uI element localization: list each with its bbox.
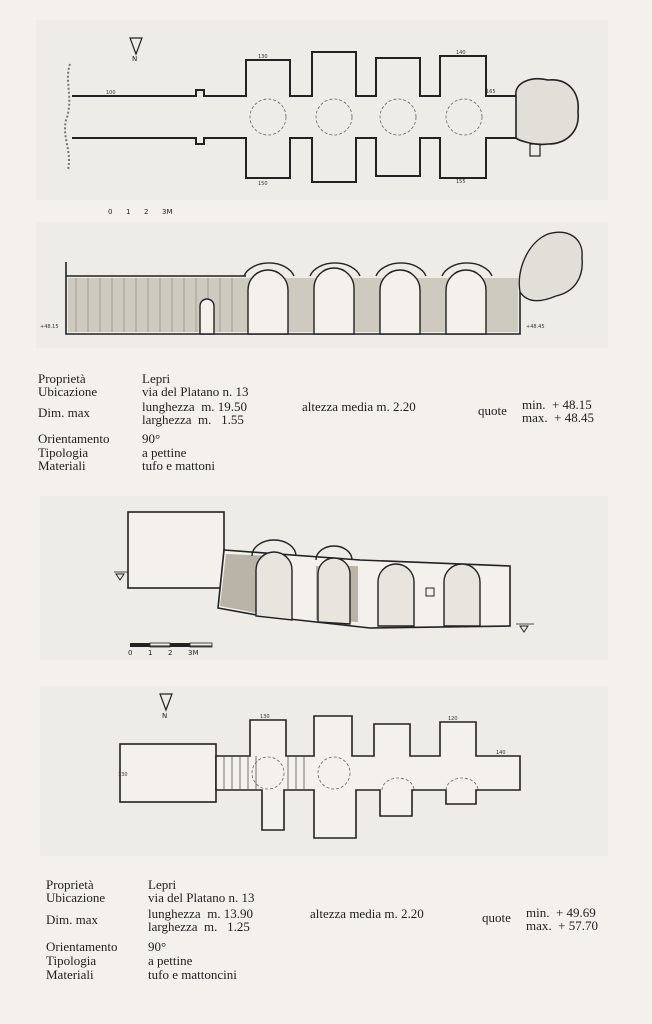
- level-marker-right: [516, 624, 534, 632]
- value-ubicazione: via del Platano n. 13: [142, 384, 249, 399]
- scale-tick-3: 3M: [162, 208, 173, 216]
- north-label: N: [132, 55, 138, 63]
- label-orientamento: Orientamento: [46, 939, 118, 954]
- section-drawing-2: [40, 496, 608, 660]
- label-tipologia: Tipologia: [38, 445, 89, 460]
- label-ubicazione: Ubicazione: [38, 384, 98, 399]
- label-ubicazione: Ubicazione: [46, 890, 106, 905]
- label-proprieta: Proprietà: [38, 371, 86, 386]
- north-label: N: [162, 712, 168, 720]
- label-materiali: Materiali: [38, 458, 86, 473]
- value-quote-max: max. + 57.70: [526, 918, 598, 933]
- label-dim-max: Dim. max: [46, 912, 98, 927]
- plan-drawing-1: [36, 20, 608, 200]
- scale-bar-2: [130, 643, 212, 647]
- level-marker-left: [114, 572, 128, 580]
- svg-text:100: 100: [106, 90, 116, 96]
- north-arrow-icon: [160, 694, 172, 720]
- value-proprieta: Lepri: [148, 877, 177, 892]
- value-materiali: tufo e mattoncini: [148, 967, 237, 982]
- value-orientamento: 90°: [148, 939, 167, 954]
- section-drawing-1: [36, 222, 608, 348]
- label-dim-max: Dim. max: [38, 405, 90, 420]
- svg-text:150: 150: [258, 181, 268, 187]
- svg-text:140: 140: [496, 750, 506, 756]
- value-quote-min: min. + 49.69: [526, 905, 596, 920]
- scale-tick-0: 0: [108, 208, 113, 216]
- svg-text:155: 155: [456, 179, 466, 185]
- value-orientamento: 90°: [142, 431, 161, 446]
- value-ubicazione: via del Platano n. 13: [148, 890, 255, 905]
- value-quote-min: min. + 48.15: [522, 397, 592, 412]
- scale-tick-2: 2: [144, 208, 149, 216]
- svg-text:165: 165: [486, 89, 496, 95]
- value-altezza: altezza media m. 2.20: [302, 399, 416, 414]
- scale-tick-2: 2: [168, 649, 173, 657]
- value-proprieta: Lepri: [142, 371, 171, 386]
- label-quote: quote: [482, 910, 511, 925]
- svg-text:130: 130: [260, 714, 270, 720]
- svg-text:120: 120: [448, 716, 458, 722]
- value-larghezza: larghezza m. 1.55: [142, 412, 244, 427]
- scale-tick-1: 1: [126, 208, 131, 216]
- label-quote: quote: [478, 403, 507, 418]
- svg-text:130: 130: [118, 772, 128, 778]
- value-materiali: tufo e mattoni: [142, 458, 215, 473]
- value-larghezza: larghezza m. 1.25: [148, 919, 250, 934]
- value-altezza: altezza media m. 2.20: [310, 906, 424, 921]
- label-proprieta: Proprietà: [46, 877, 94, 892]
- scale-tick-0: 0: [128, 649, 133, 657]
- svg-text:140: 140: [456, 50, 466, 56]
- label-materiali: Materiali: [46, 967, 94, 982]
- value-lunghezza: lunghezza m. 13.90: [148, 906, 254, 921]
- scale-tick-1: 1: [148, 649, 153, 657]
- value-tipologia: a pettine: [148, 953, 193, 968]
- value-tipologia: a pettine: [142, 445, 187, 460]
- value-quote-max: max. + 48.45: [522, 410, 594, 425]
- svg-text:130: 130: [258, 54, 268, 60]
- label-tipologia: Tipologia: [46, 953, 97, 968]
- scale-labels-2: [128, 649, 248, 659]
- svg-text:+48.45: +48.45: [526, 324, 545, 330]
- scale-labels-1: [108, 208, 208, 218]
- label-orientamento: Orientamento: [38, 431, 110, 446]
- value-lunghezza: lunghezza m. 19.50: [142, 399, 248, 414]
- svg-text:+48.15: +48.15: [40, 324, 59, 330]
- plan-drawing-2: [40, 686, 608, 856]
- scale-tick-3: 3M: [188, 649, 199, 657]
- north-arrow-icon: [130, 38, 142, 63]
